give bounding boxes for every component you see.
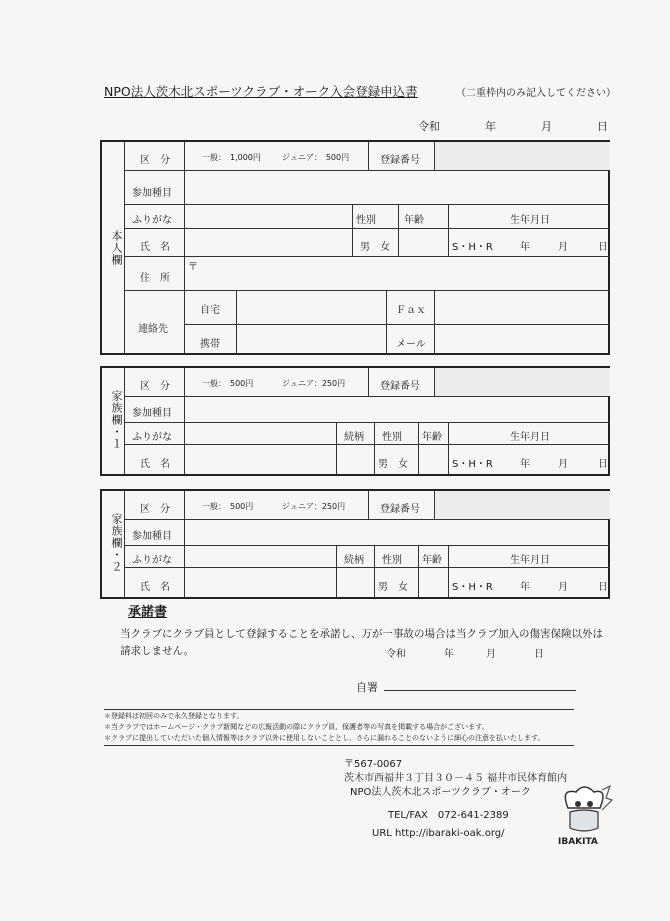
mascot-logo [554,778,614,848]
member-contact-label: 連絡先 [138,324,168,335]
org-address: 茨木市西福井３丁目３０－４５ 福井市民体育館内 [344,773,568,784]
note-1: ＊登録料は初回のみで永久登録となります。 [104,712,244,720]
form-title: NPO法人茨木北スポーツクラブ・オーク入会登録申込書 [104,84,418,99]
member-event-label: 参加種目 [132,188,172,199]
family1-furigana-label: ふりがな [132,432,172,443]
family1-section [100,366,610,476]
member-postal-mark: 〒 [188,262,198,273]
member-birth-header: 生年月日 [510,215,550,226]
family2-furigana-label: ふりがな [132,555,172,566]
family1-birth-month: 月 [558,459,568,470]
note-3: ＊クラブに提出していただいた個人情報等はクラブ以外に使用しないこととし、さらに漏れることのないように細心の注意を払いたします。 [104,734,545,742]
family1-event-field[interactable] [185,397,610,422]
consent-heading: 承諾書 [128,605,168,620]
family1-event-label: 参加種目 [132,408,172,419]
member-mail-label: メール [396,339,426,350]
family2-fee-junior: ジュニア：250円 [282,502,346,511]
member-name-field[interactable] [185,229,351,256]
consent-line1: 当クラブにクラブ員として登録することを承諾し、万が一事故の場合は当クラブ加入の傷害保険以外は [120,628,603,640]
member-mail-field[interactable] [435,325,610,353]
family2-birth-month: 月 [558,582,568,593]
consent-date-era: 令和 [386,649,406,660]
member-section [100,140,610,355]
family2-regno-field[interactable] [435,491,610,519]
member-mobile-field[interactable] [237,325,385,353]
family2-section [100,489,610,599]
note-2: ＊当クラブではホームページ・クラブ新聞などの広報活動の際にクラブ員、保護者等の写真を掲載する場合がございます。 [104,723,489,731]
consent-date-month: 月 [486,649,496,660]
family2-name-field[interactable] [185,568,335,597]
member-fax-field[interactable] [435,291,610,323]
family2-event-field[interactable] [185,520,610,545]
family1-birth-header: 生年月日 [510,432,550,443]
consent-line2: 請求しません。 [120,645,195,657]
family1-fee-adult: 一般： 500円 [202,379,254,388]
family2-name-label: 氏 名 [140,582,170,593]
family1-kubun-label: 区 分 [140,381,170,392]
member-address-label: 住 所 [140,273,170,284]
member-birth-year: 年 [520,242,530,253]
family2-gender-value[interactable]: 男 女 [378,582,408,593]
member-fax-label: Ｆａｘ [396,305,426,316]
family2-kubun-label: 区 分 [140,504,170,515]
member-gender-header: 性別 [356,215,376,226]
member-kubun-label: 区 分 [140,155,170,166]
family1-birth-year: 年 [520,459,530,470]
family2-relation-header: 続柄 [344,555,364,566]
family2-fee-adult: 一般： 500円 [202,502,254,511]
family2-regno-label: 登録番号 [380,504,420,515]
family1-birth-day: 日 [598,459,608,470]
mascot-icon [554,778,614,848]
family2-birth-header: 生年月日 [510,555,550,566]
family2-birth-era[interactable]: S・H・R [452,582,493,593]
family1-relation-header: 続柄 [344,432,364,443]
form-title-note: （二重枠内のみ記入してください） [456,88,616,99]
date-month: 月 [541,120,552,133]
signature-label: 自署 [356,681,378,694]
member-gender-value[interactable]: 男 女 [360,242,390,253]
date-era: 令和 [418,120,440,133]
notes-box [104,709,574,746]
member-event-field[interactable] [185,171,610,204]
family2-gender-header: 性別 [382,555,402,566]
family1-gender-header: 性別 [382,432,402,443]
family1-name-label: 氏 名 [140,459,170,470]
member-home-field[interactable] [237,291,385,323]
member-mobile-label: 携帯 [200,339,220,350]
family1-regno-field[interactable] [435,368,610,396]
date-year: 年 [485,120,496,133]
family1-fee-junior: ジュニア：250円 [282,379,346,388]
family1-side-label: 家族欄・１ [110,390,123,450]
date-day: 日 [597,120,608,133]
member-regno-label: 登録番号 [380,155,420,166]
family1-gender-value[interactable]: 男 女 [378,459,408,470]
member-name-label: 氏 名 [140,242,170,253]
org-name: NPO法人茨木北スポーツクラブ・オーク [350,787,531,798]
org-tel: TEL/FAX 072-641-2389 [388,810,509,821]
family2-birth-day: 日 [598,582,608,593]
family2-event-label: 参加種目 [132,531,172,542]
mascot-label: IBAKITA [558,837,598,847]
member-regno-field[interactable] [435,142,610,170]
family1-name-field[interactable] [185,445,335,474]
family1-age-header: 年齢 [422,432,442,443]
member-age-header: 年齢 [404,215,424,226]
member-fee-adult: 一般： 1,000円 [202,153,261,162]
member-birth-day: 日 [598,242,608,253]
family1-regno-label: 登録番号 [380,381,420,392]
signature-line[interactable] [384,690,576,691]
member-birth-month: 月 [558,242,568,253]
member-birth-era[interactable]: S・H・R [452,242,493,253]
consent-date-year: 年 [444,649,454,660]
member-side-label: 本人欄 [110,230,123,266]
member-furigana-label: ふりがな [132,215,172,226]
org-postal: 〒567-0067 [344,759,403,770]
family1-birth-era[interactable]: S・H・R [452,459,493,470]
family2-side-label: 家族欄・２ [110,513,123,573]
member-address-field[interactable] [185,257,610,290]
member-home-label: 自宅 [200,305,220,316]
family2-age-header: 年齢 [422,555,442,566]
family2-birth-year: 年 [520,582,530,593]
org-url[interactable]: URL http://ibaraki-oak.org/ [372,828,505,839]
consent-date-day: 日 [534,649,544,660]
member-fee-junior: ジュニア： 500円 [282,153,350,162]
